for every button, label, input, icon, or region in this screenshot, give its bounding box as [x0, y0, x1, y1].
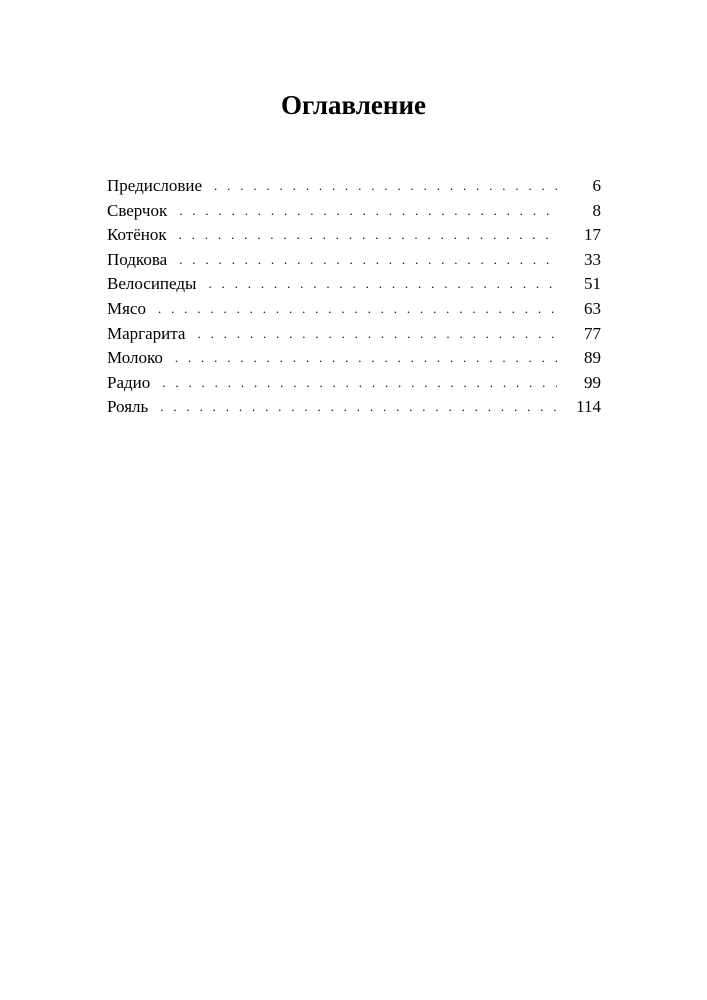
dot-leader — [175, 346, 557, 371]
dot-leader — [208, 272, 557, 297]
toc-entry-title: Сверчок — [107, 200, 168, 220]
toc-entry — [107, 346, 601, 371]
toc-entry-title: Велосипеды — [107, 274, 197, 294]
toc-entry — [107, 248, 601, 273]
toc-entry — [107, 322, 601, 347]
dot-leader — [179, 248, 557, 273]
toc-entry — [107, 199, 601, 224]
dot-leader — [197, 322, 557, 347]
toc-entry-title: Рояль — [107, 397, 149, 417]
toc-entry-page: 89 — [584, 348, 601, 368]
toc-entry-title: Предисловие — [107, 176, 203, 195]
toc-entry-page: 6 — [592, 176, 601, 195]
toc-entry — [107, 223, 601, 248]
toc-entry-page: 51 — [584, 274, 601, 294]
dot-leader — [162, 371, 557, 396]
toc-entry-title: Котёнок — [107, 225, 167, 245]
table-of-contents — [107, 174, 601, 420]
toc-entry-page: 33 — [584, 249, 601, 269]
dot-leader — [158, 297, 557, 322]
toc-entry-page: 114 — [576, 397, 601, 417]
toc-entry — [107, 371, 601, 396]
toc-entry — [107, 297, 601, 322]
toc-entry-title: Маргарита — [107, 323, 186, 343]
dot-leader — [179, 223, 557, 248]
toc-entry-title: Радио — [107, 372, 151, 392]
toc-entry — [107, 395, 601, 420]
toc-entry-page: 17 — [584, 225, 601, 245]
toc-entry — [107, 174, 601, 199]
toc-entry — [107, 272, 601, 297]
toc-entry-page: 8 — [592, 200, 601, 220]
dot-leader — [179, 199, 557, 224]
toc-entry-page: 99 — [584, 372, 601, 392]
toc-entry-page: 63 — [584, 298, 601, 318]
toc-entry-title: Мясо — [107, 298, 146, 318]
toc-entry-title: Молоко — [107, 348, 163, 368]
page-title: Оглавление — [281, 90, 426, 120]
toc-entry-page: 77 — [584, 323, 601, 343]
dot-leader — [214, 174, 557, 199]
toc-entry-title: Подкова — [107, 249, 168, 269]
dot-leader — [160, 395, 557, 420]
